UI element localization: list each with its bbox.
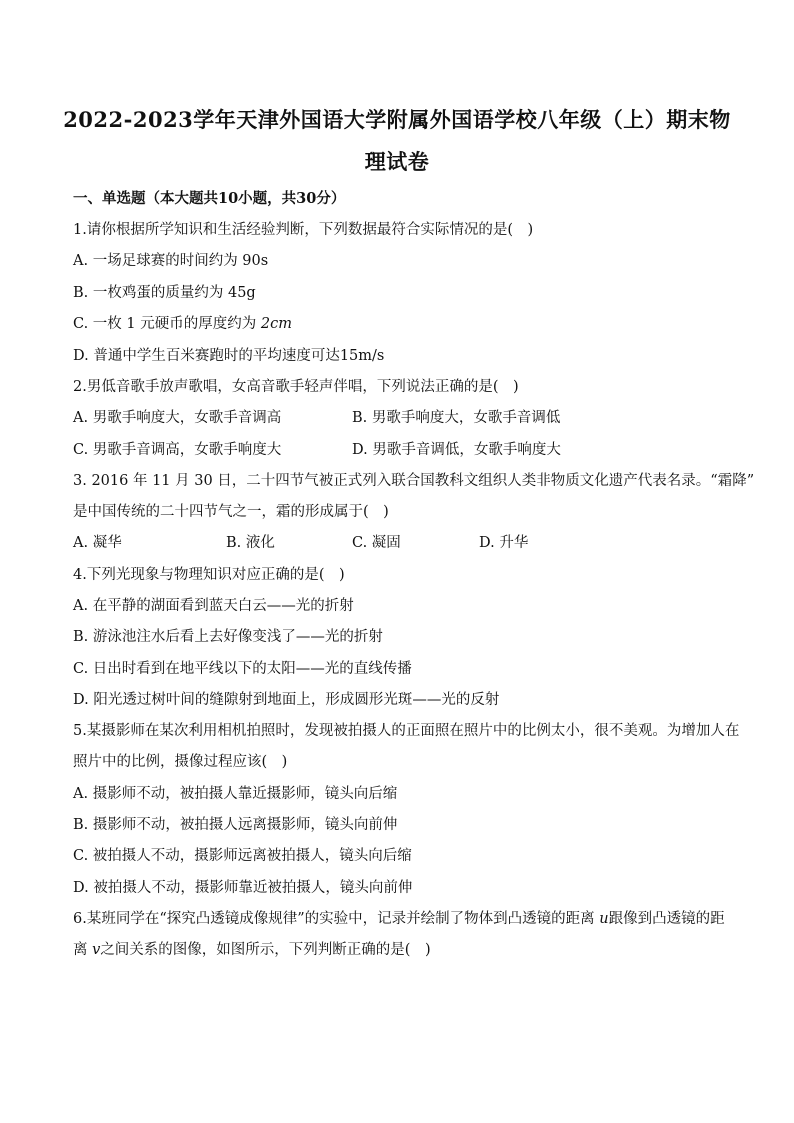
question-1-stem: 1.请你根据所学知识和生活经验判断，下列数据最符合实际情况的是( ) (73, 222, 534, 238)
q6-text-4: 之间关系的图像，如图所示，下列判断正确的是( ) (100, 942, 431, 958)
question-5-option-d: D. 被拍摄人不动，摄影师靠近被拍摄人，镜头向前伸 (73, 880, 413, 896)
question-3-stem-line1: 3. 2016 年 11 月 30 日，二十四节气被正式列入联合国教科文组织人类非物质文化遗产代表名录。“霜降” (73, 473, 755, 489)
question-4-option-d: D. 阳光透过树叶间的缝隙射到地面上，形成圆形光斑——光的反射 (73, 692, 500, 708)
question-4-option-c: C. 日出时看到在地平线以下的太阳——光的直线传播 (73, 661, 412, 677)
question-1-option-d: D. 普通中学生百米赛跑时的平均速度可达15m/s (73, 348, 385, 364)
question-3-stem-line2: 是中国传统的二十四节气之一，霜的形成属于( ) (73, 504, 389, 520)
question-1-option-c (73, 312, 292, 333)
exam-title-line1: 2022-2023学年天津外国语大学附属外国语学校八年级（上）期末物 (63, 107, 731, 132)
exam-title-line2: 理试卷 (364, 149, 430, 174)
question-6-stem-line1 (73, 907, 725, 928)
question-2-stem: 2.男低音歌手放声歌唱，女高音歌手轻声伴唱，下列说法正确的是( ) (73, 379, 519, 395)
question-5-option-a: A. 摄影师不动，被拍摄人靠近摄影师，镜头向后缩 (73, 786, 398, 802)
question-3-option-a: A. 凝华 (73, 535, 122, 551)
q6-var-v: v (92, 942, 101, 958)
question-5-option-c: C. 被拍摄人不动，摄影师远离被拍摄人，镜头向后缩 (73, 848, 412, 864)
option-c-value: 2cm (260, 316, 292, 332)
question-2-option-b: B. 男歌手响度大，女歌手音调低 (352, 410, 561, 426)
question-1-option-a: A. 一场足球赛的时间约为 90s (73, 253, 269, 269)
question-2-option-a: A. 男歌手响度大，女歌手音调高 (73, 410, 282, 426)
section-heading: 一、单选题（本大题共10小题，共30分） (73, 190, 346, 207)
question-3-option-c: C. 凝固 (352, 535, 401, 551)
question-5-stem-line2: 照片中的比例，摄像过程应该( ) (73, 754, 288, 770)
q6-text-2: 跟像到凸透镜的距 (608, 911, 725, 927)
question-2-option-d: D. 男歌手音调低，女歌手响度大 (352, 442, 561, 458)
question-6-stem-line2 (73, 938, 431, 959)
q6-text-3: 离 (73, 942, 93, 958)
q6-text-1: 6.某班同学在“探究凸透镜成像规律”的实验中，记录并绘制了物体到凸透镜的距离 (73, 911, 600, 927)
question-4-option-a: A. 在平静的湖面看到蓝天白云——光的折射 (73, 598, 354, 614)
question-5-stem-line1: 5.某摄影师在某次利用相机拍照时，发现被拍摄人的正面照在照片中的比例太小，很不美观。为增加人在 (73, 723, 740, 739)
option-c-text: C. 一枚 1 元硬币的厚度约为 (73, 316, 261, 332)
question-4-option-b: B. 游泳池注水后看上去好像变浅了——光的折射 (73, 629, 383, 645)
question-2-option-c: C. 男歌手音调高，女歌手响度大 (73, 442, 282, 458)
q6-var-u: u (599, 911, 609, 927)
question-4-stem: 4.下列光现象与物理知识对应正确的是( ) (73, 567, 345, 583)
question-1-option-b: B. 一枚鸡蛋的质量约为 45g (73, 285, 256, 301)
question-5-option-b: B. 摄影师不动，被拍摄人远离摄影师，镜头向前伸 (73, 817, 398, 833)
question-3-option-d: D. 升华 (479, 535, 529, 551)
question-3-option-b: B. 液化 (226, 535, 275, 551)
